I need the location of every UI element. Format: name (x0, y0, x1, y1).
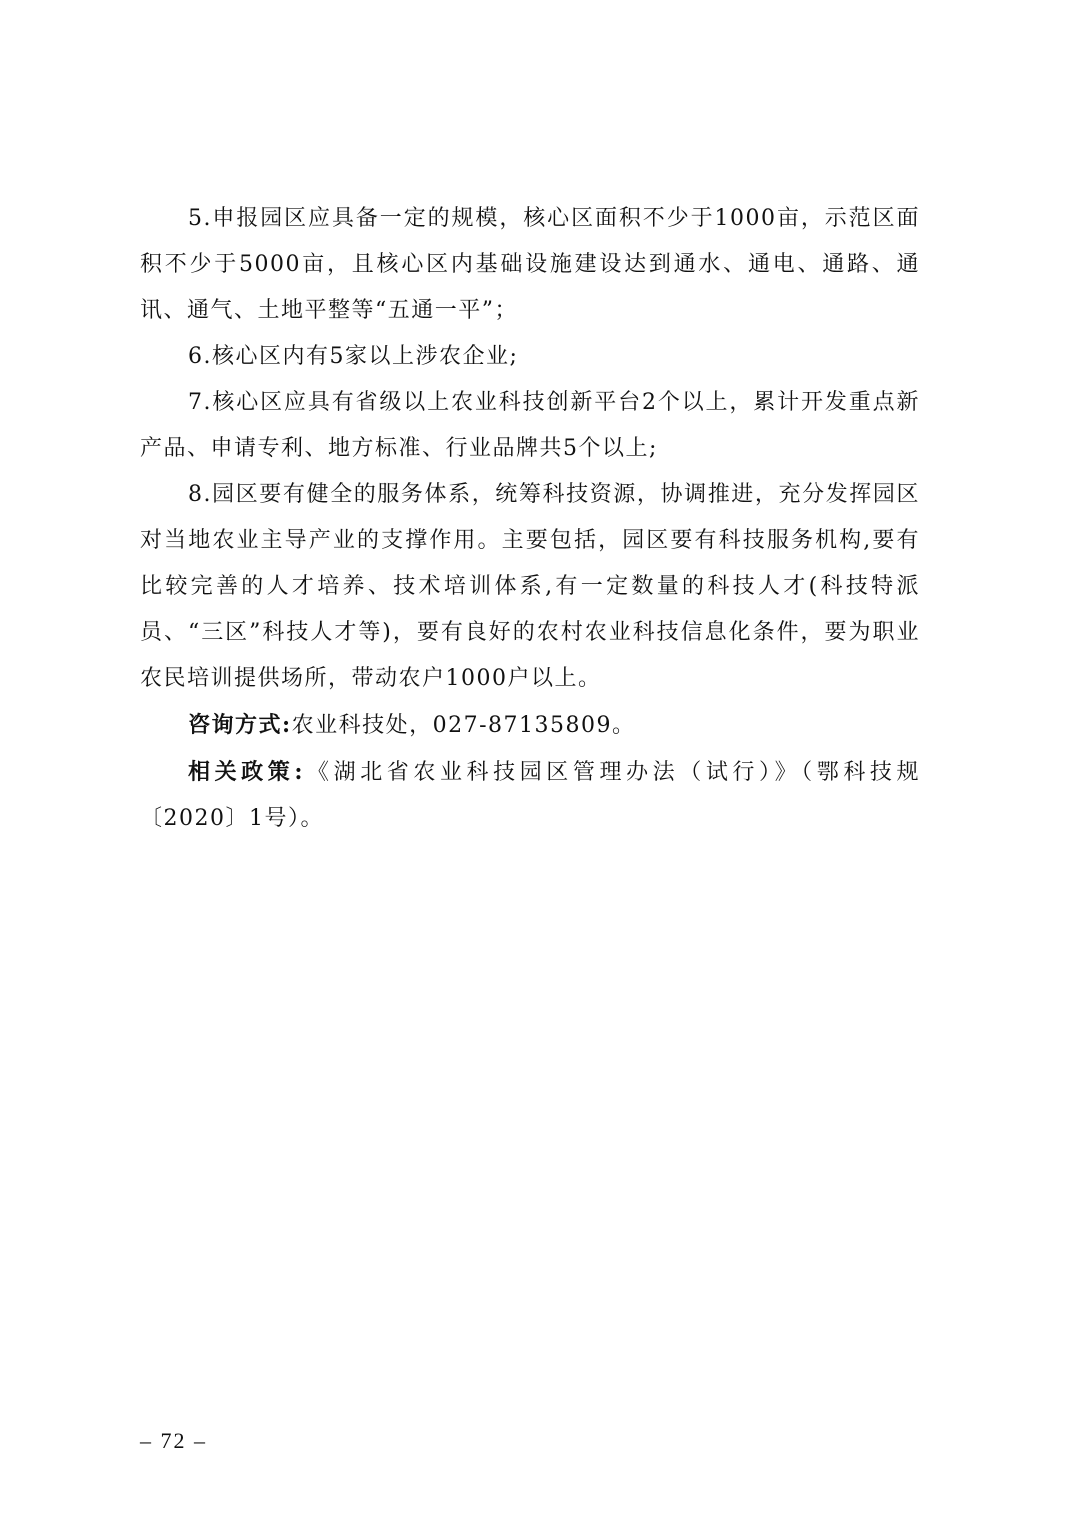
policy-line (140, 749, 920, 842)
consult-line (140, 702, 920, 749)
requirement-item-5: 5.申报园区应具备一定的规模，核心区面积不少于1000亩，示范区面积不少于5000亩，且核心区内基础设施建设达到通水、通电、通路、通讯、通气、土地平整等“五通一平”； (140, 206, 920, 323)
requirement-item-6: 6.核心区内有5家以上涉农企业; (188, 344, 519, 369)
policy-text: 《湖北省农业科技园区管理办法（试行）》（鄂科技规〔2020〕1号）。 (140, 760, 920, 831)
consult-label: 咨询方式: (188, 712, 292, 738)
requirement-item-8: 8.园区要有健全的服务体系，统筹科技资源，协调推进，充分发挥园区对当地农业主导产业的支撑作用。主要包括，园区要有科技服务机构,要有比较完善的人才培养、技术培训体系,有一定数量的科技人才(科技特派员、“三区”科技人才等)，要有良好的农村农业科技信息化条件，要为职业农民培训提供场所，带动农户1000户以上。 (140, 482, 920, 691)
policy-label: 相关政策: (188, 759, 304, 785)
page-number: – 72 – (140, 1428, 207, 1453)
consult-text: 农业科技处，027-87135809。 (291, 713, 636, 738)
document-body (140, 196, 920, 842)
requirement-item-7: 7.核心区应具有省级以上农业科技创新平台2个以上，累计开发重点新产品、申请专利、地方标准、行业品牌共5个以上; (140, 390, 920, 461)
